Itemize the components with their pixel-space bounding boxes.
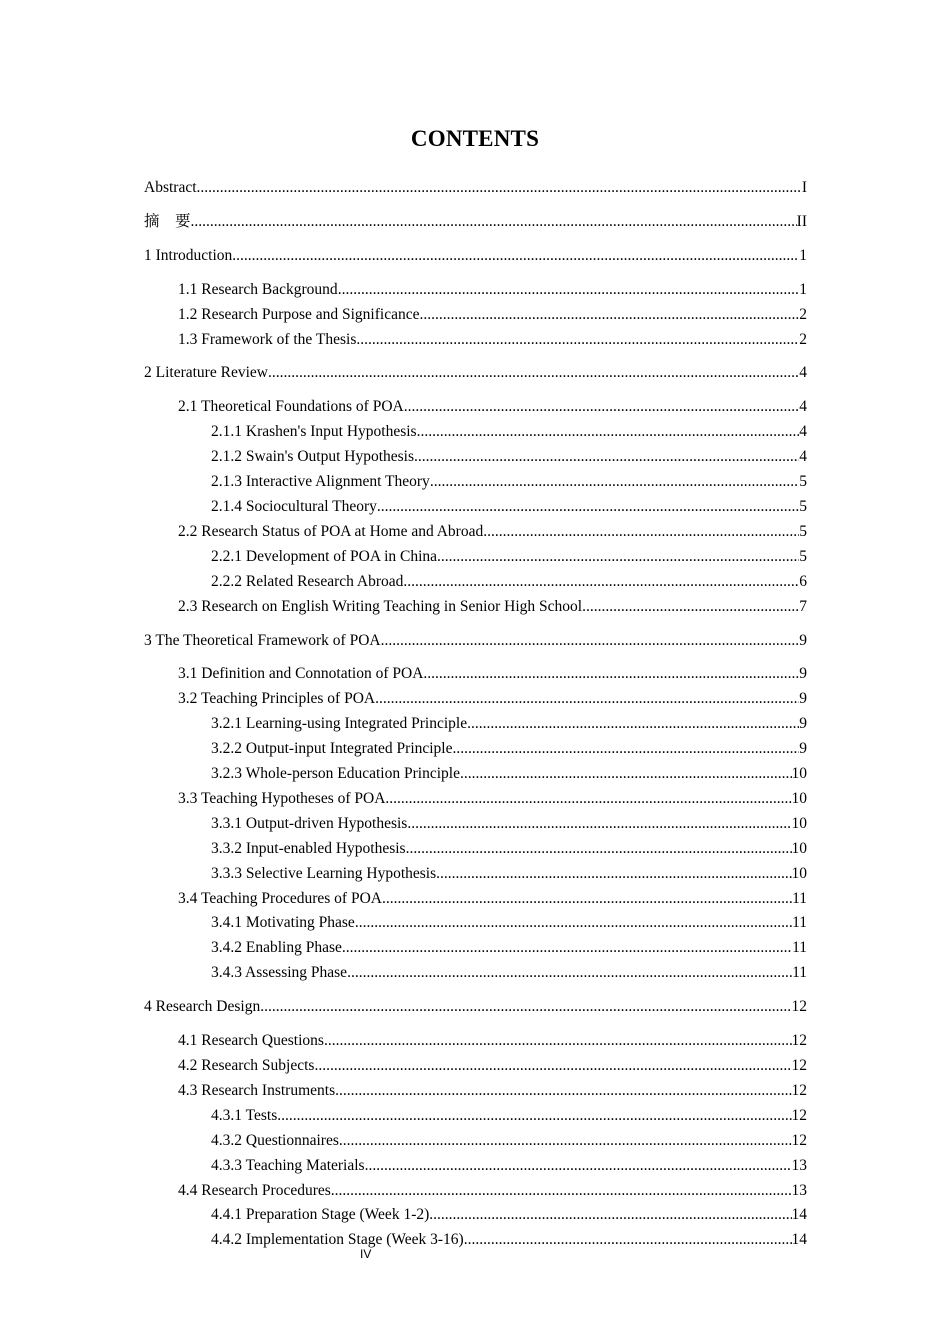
- toc-entry[interactable]: [144, 687, 807, 712]
- toc-dot-leader: [407, 812, 791, 837]
- toc-entry[interactable]: [144, 570, 807, 595]
- toc-entry[interactable]: [144, 737, 807, 762]
- toc-dot-leader: [339, 1129, 792, 1154]
- toc-dot-leader: [375, 687, 799, 712]
- toc-entry[interactable]: [144, 495, 807, 520]
- toc-dot-leader: [197, 176, 802, 201]
- toc-entry-page: 9: [799, 631, 807, 649]
- toc-entry[interactable]: [144, 445, 807, 470]
- toc-dot-leader: [453, 737, 800, 762]
- toc-dot-leader: [403, 570, 799, 595]
- toc-dot-leader: [377, 495, 799, 520]
- toc-entry-page: 9: [799, 715, 807, 733]
- toc-dot-leader: [460, 762, 792, 787]
- toc-dot-leader: [417, 420, 800, 445]
- toc-entry-page: 10: [791, 839, 807, 857]
- toc-entry-title: 3.2 Teaching Principles of POA: [178, 690, 376, 708]
- toc-dot-leader: [347, 961, 792, 986]
- toc-entry[interactable]: [144, 1029, 807, 1054]
- toc-dot-leader: [324, 1029, 792, 1054]
- toc-entry-title: 4.3 Research Instruments: [178, 1081, 336, 1099]
- toc-dot-leader: [277, 1104, 791, 1129]
- toc-entry-page: 5: [799, 522, 807, 540]
- toc-dot-leader: [232, 244, 799, 269]
- toc-entry[interactable]: [144, 1179, 807, 1204]
- toc-dot-leader: [483, 520, 799, 545]
- toc-entry[interactable]: [144, 961, 807, 986]
- toc-dot-leader: [356, 328, 799, 353]
- toc-entry-page: 12: [791, 1131, 807, 1149]
- toc-entry-page: 13: [791, 1181, 807, 1199]
- toc-entry[interactable]: [144, 887, 807, 912]
- toc-entry-page: 5: [799, 497, 807, 515]
- toc-entry-page: 12: [791, 1057, 807, 1074]
- toc-entry[interactable]: [144, 1079, 807, 1104]
- toc-entry[interactable]: [144, 395, 807, 420]
- toc-entry[interactable]: [144, 1129, 807, 1154]
- toc-dot-leader: [335, 1079, 791, 1104]
- toc-entry-page: 9: [799, 690, 807, 708]
- toc-entry-title: 2.1.4 Sociocultural Theory: [211, 497, 377, 515]
- toc-entry-page: 12: [791, 998, 807, 1016]
- toc-entry[interactable]: [144, 520, 807, 545]
- toc-entry[interactable]: [144, 176, 807, 201]
- page-number: IV: [360, 1247, 372, 1261]
- toc-entry-page: 4: [799, 364, 807, 382]
- toc-entry-title: 2.2.2 Related Research Abroad: [211, 572, 404, 590]
- toc-entry-title: 1.3 Framework of the Thesis: [178, 330, 357, 348]
- toc-dot-leader: [437, 545, 799, 570]
- toc-dot-leader: [423, 662, 799, 687]
- toc-entry-title: 3.3 Teaching Hypotheses of POA: [178, 789, 386, 807]
- toc-entry-page: 9: [799, 665, 807, 683]
- toc-entry-page: 2: [799, 305, 807, 323]
- toc-dot-leader: [191, 210, 797, 235]
- toc-dot-leader: [406, 837, 792, 862]
- toc-entry-page: 11: [792, 889, 807, 907]
- toc-dot-leader: [582, 595, 799, 620]
- toc-entry-title: 1.1 Research Background: [178, 280, 338, 298]
- toc-entry-title: Abstract: [144, 179, 197, 196]
- toc-entry-title: 3.2.2 Output-input Integrated Principle: [211, 740, 453, 758]
- page-title: CONTENTS: [410, 126, 540, 151]
- toc-entry-page: 1: [799, 246, 807, 264]
- table-of-contents: [144, 176, 807, 1253]
- toc-entry[interactable]: [144, 1203, 807, 1228]
- toc-entry-title: 2.1.3 Interactive Alignment Theory: [211, 473, 430, 491]
- toc-dot-leader: [268, 361, 799, 386]
- toc-dot-leader: [342, 936, 792, 961]
- toc-entry-page: 5: [799, 473, 807, 491]
- toc-entry-title: 3.2.1 Learning-using Integrated Principle: [211, 715, 468, 733]
- toc-entry[interactable]: [144, 303, 807, 328]
- toc-entry-title: 3.3.2 Input-enabled Hypothesis: [211, 839, 406, 857]
- toc-entry[interactable]: [144, 244, 807, 269]
- toc-dot-leader: [464, 1228, 792, 1253]
- toc-entry-page: 7: [799, 597, 807, 615]
- toc-entry-title: 摘 要: [144, 212, 191, 230]
- toc-entry-title: 3.3.3 Selective Learning Hypothesis: [211, 864, 437, 882]
- toc-dot-leader: [314, 1054, 791, 1079]
- toc-entry-page: 2: [799, 330, 807, 348]
- toc-entry-page: 12: [791, 1106, 807, 1124]
- toc-entry[interactable]: [144, 1054, 807, 1079]
- toc-entry-title: 3.4.3 Assessing Phase: [211, 964, 348, 982]
- toc-entry-title: 4 Research Design: [144, 998, 261, 1016]
- toc-entry[interactable]: [144, 837, 807, 862]
- toc-entry[interactable]: [144, 1154, 807, 1179]
- toc-entry-title: 2.1 Theoretical Foundations of POA: [178, 398, 404, 416]
- toc-entry[interactable]: [144, 662, 807, 687]
- toc-entry[interactable]: [144, 210, 807, 235]
- toc-dot-leader: [338, 278, 800, 303]
- toc-entry[interactable]: [144, 420, 807, 445]
- toc-entry-page: 10: [791, 789, 807, 807]
- toc-entry-title: 4.4.2 Implementation Stage (Week 3-16): [211, 1231, 464, 1249]
- toc-entry-page: 10: [791, 814, 807, 832]
- toc-dot-leader: [436, 862, 791, 887]
- toc-dot-leader: [260, 995, 791, 1020]
- toc-entry-page: I: [801, 179, 807, 196]
- toc-dot-leader: [430, 470, 799, 495]
- toc-entry[interactable]: [144, 361, 807, 386]
- toc-entry[interactable]: [144, 278, 807, 303]
- toc-dot-leader: [414, 445, 799, 470]
- toc-entry[interactable]: [144, 470, 807, 495]
- toc-entry-title: 4.3.3 Teaching Materials: [211, 1156, 365, 1174]
- toc-entry-page: 14: [791, 1231, 807, 1249]
- toc-dot-leader: [381, 629, 800, 654]
- toc-entry[interactable]: [144, 995, 807, 1020]
- toc-entry-title: 2.1.1 Krashen's Input Hypothesis: [211, 423, 417, 441]
- toc-entry[interactable]: [144, 595, 807, 620]
- toc-entry-page: 10: [791, 765, 807, 783]
- toc-entry-page: 5: [799, 547, 807, 565]
- toc-entry-title: 3 The Theoretical Framework of POA: [144, 631, 381, 649]
- toc-entry-title: 1 Introduction: [144, 246, 233, 264]
- toc-entry-page: 11: [792, 939, 807, 957]
- toc-entry-page: 1: [799, 280, 807, 298]
- toc-entry-page: 12: [791, 1032, 807, 1050]
- toc-entry-title: 4.4 Research Procedures: [178, 1181, 331, 1199]
- toc-dot-leader: [385, 787, 791, 812]
- toc-entry-page: 10: [791, 864, 807, 882]
- toc-entry-page: 4: [799, 423, 807, 441]
- toc-entry-title: 2.2.1 Development of POA in China: [211, 547, 438, 565]
- toc-dot-leader: [429, 1203, 791, 1228]
- toc-entry[interactable]: [144, 812, 807, 837]
- toc-entry-page: 12: [791, 1081, 807, 1099]
- toc-entry[interactable]: [144, 328, 807, 353]
- toc-entry-title: 3.1 Definition and Connotation of POA: [178, 665, 424, 683]
- toc-entry-title: 1.2 Research Purpose and Significance: [178, 305, 420, 323]
- toc-dot-leader: [467, 712, 799, 737]
- toc-dot-leader: [404, 395, 800, 420]
- toc-entry[interactable]: [144, 862, 807, 887]
- toc-entry[interactable]: [144, 911, 807, 936]
- toc-entry-title: 4.4.1 Preparation Stage (Week 1-2): [211, 1206, 430, 1224]
- toc-entry-page: 6: [799, 572, 807, 590]
- toc-entry[interactable]: [144, 1228, 807, 1253]
- toc-entry[interactable]: [144, 545, 807, 570]
- toc-dot-leader: [355, 911, 792, 936]
- toc-dot-leader: [382, 887, 792, 912]
- toc-entry[interactable]: [144, 936, 807, 961]
- toc-entry-title: 3.3.1 Output-driven Hypothesis: [211, 814, 408, 832]
- toc-entry-title: 4.3.1 Tests: [211, 1106, 278, 1124]
- toc-entry-title: 3.4 Teaching Procedures of POA: [178, 889, 382, 907]
- toc-entry-page: 13: [791, 1156, 807, 1174]
- toc-entry-title: 2.2 Research Status of POA at Home and Abroad: [178, 522, 484, 540]
- toc-entry-page: II: [796, 212, 807, 230]
- toc-entry-page: 14: [791, 1206, 807, 1224]
- toc-entry-title: 4.2 Research Subjects: [178, 1057, 315, 1074]
- toc-entry-title: 4.3.2 Questionnaires: [211, 1131, 339, 1149]
- toc-entry[interactable]: [144, 787, 807, 812]
- toc-dot-leader: [419, 303, 799, 328]
- toc-entry[interactable]: [144, 712, 807, 737]
- toc-entry-page: 11: [792, 914, 807, 932]
- toc-entry-title: 2.1.2 Swain's Output Hypothesis: [211, 448, 415, 466]
- toc-entry-title: 2 Literature Review: [144, 364, 268, 382]
- toc-entry-title: 3.4.1 Motivating Phase: [211, 914, 355, 932]
- toc-entry-page: 4: [799, 398, 807, 416]
- toc-entry-title: 2.3 Research on English Writing Teaching in Senior High School: [178, 597, 583, 615]
- toc-entry-page: 9: [799, 740, 807, 758]
- toc-entry-page: 4: [799, 448, 807, 466]
- toc-entry[interactable]: [144, 629, 807, 654]
- toc-entry[interactable]: [144, 762, 807, 787]
- toc-entry-title: 4.1 Research Questions: [178, 1032, 324, 1050]
- toc-dot-leader: [331, 1179, 792, 1204]
- toc-entry-title: 3.2.3 Whole-person Education Principle: [211, 765, 460, 783]
- toc-entry[interactable]: [144, 1104, 807, 1129]
- toc-entry-title: 3.4.2 Enabling Phase: [211, 939, 342, 957]
- toc-entry-page: 11: [792, 964, 807, 982]
- toc-dot-leader: [365, 1154, 792, 1179]
